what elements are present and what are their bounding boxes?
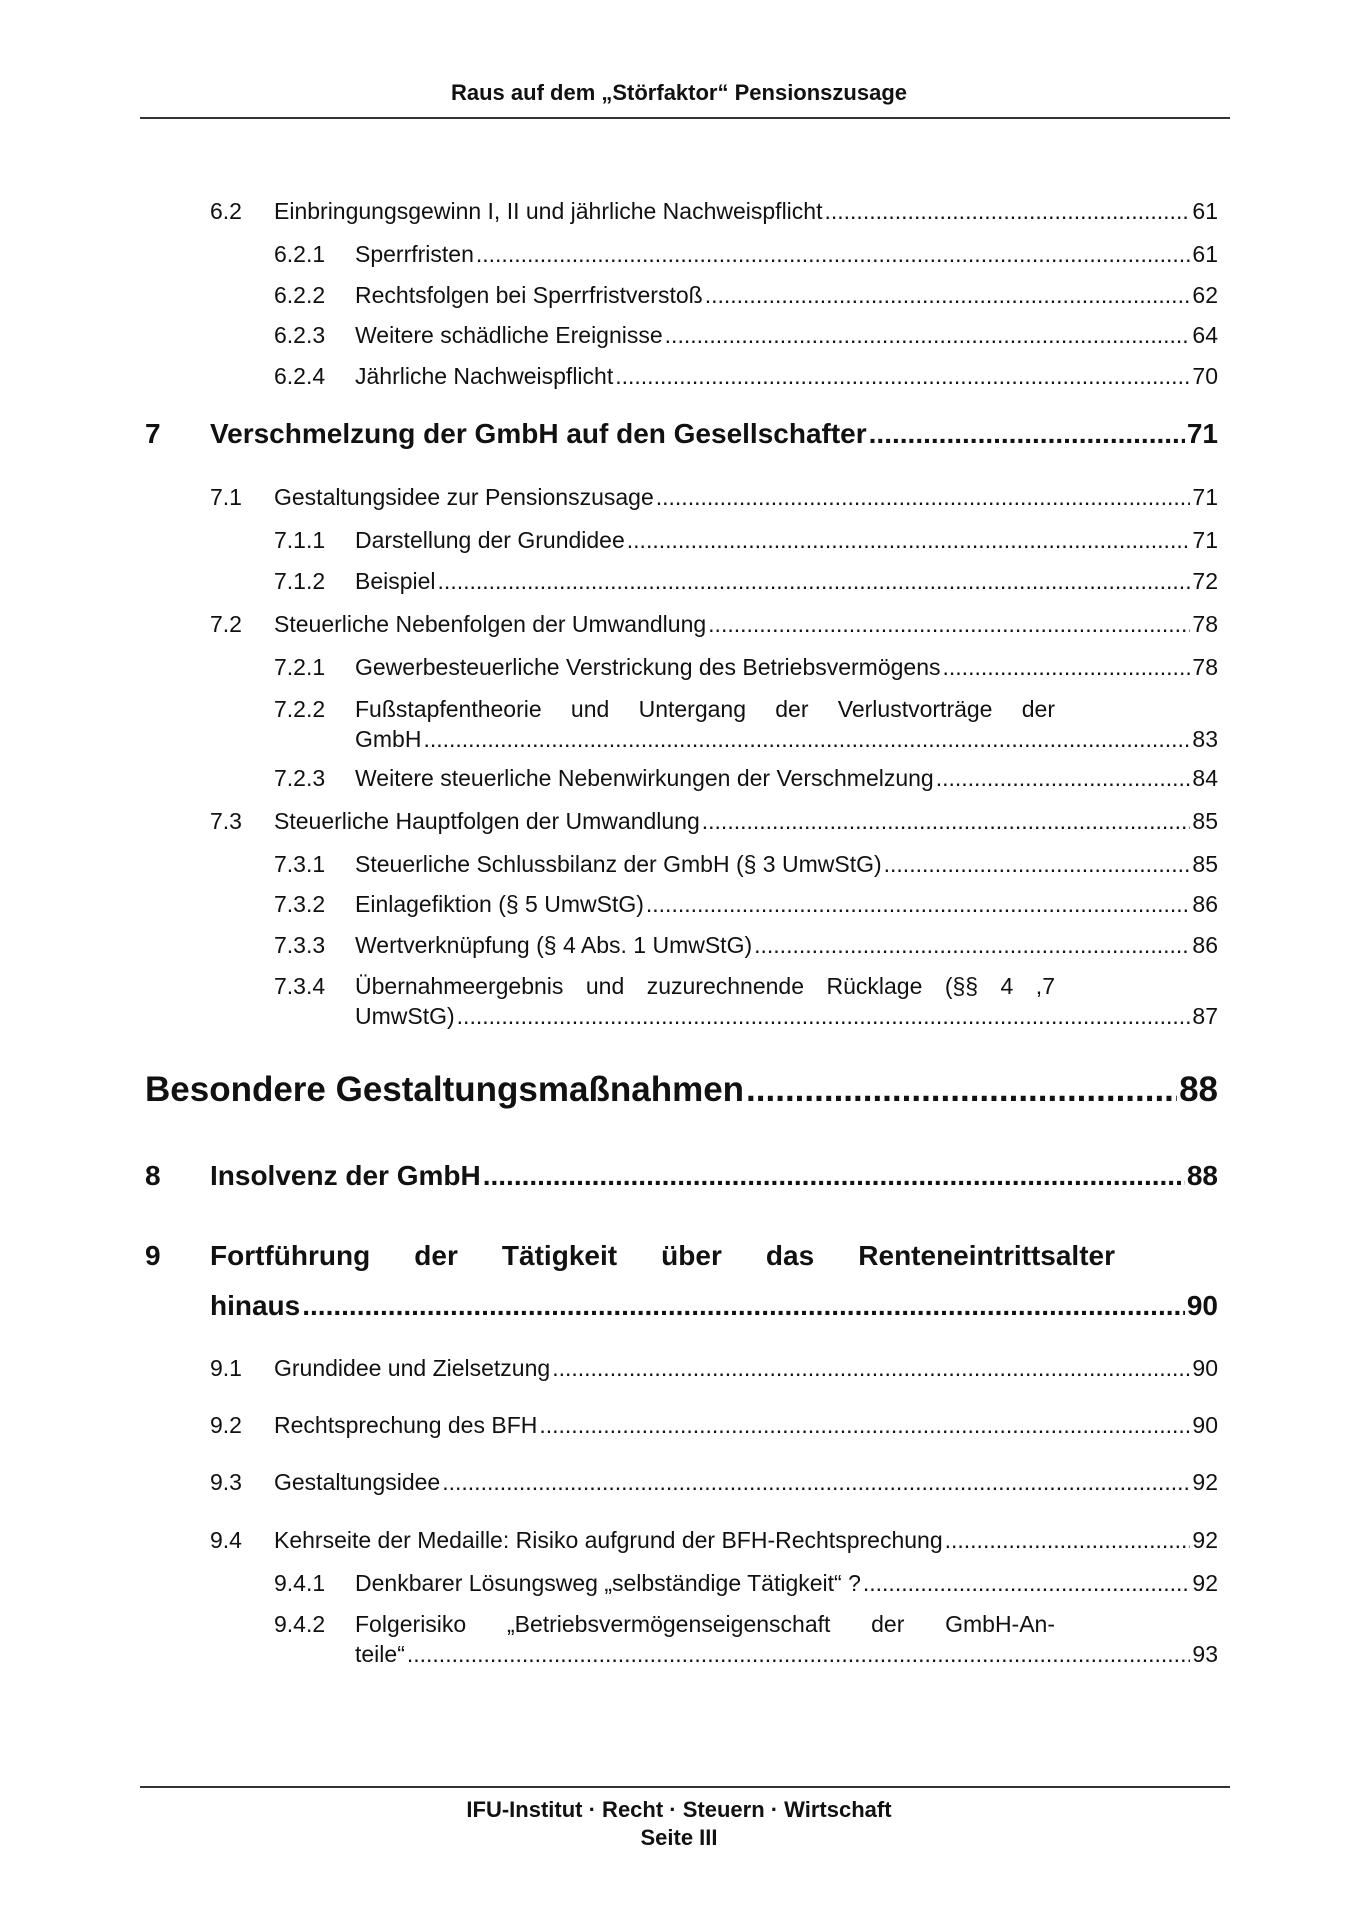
toc-entry-9-4-1	[274, 1570, 1218, 1597]
toc-title: Steuerliche Nebenfolgen der Umwandlung	[274, 611, 707, 637]
toc-title: Kehrseite der Medaille: Risiko aufgrund der BFH-Rechtsprechung	[274, 1527, 943, 1553]
toc-page: 90	[1186, 1290, 1218, 1321]
toc-leader	[869, 418, 1185, 450]
toc-entry-part	[145, 1070, 1218, 1110]
toc-leader	[442, 1469, 1190, 1496]
toc-page: 72	[1192, 568, 1218, 594]
toc-number: 9	[145, 1240, 161, 1271]
toc-entry-6-2-2	[274, 282, 1218, 309]
toc-leader	[539, 1412, 1190, 1439]
toc-number: 9.3	[210, 1469, 242, 1495]
toc-title: Weitere steuerliche Nebenwirkungen der Verschmelzung	[355, 765, 934, 791]
toc-page: 71	[1186, 418, 1218, 449]
toc-page: 85	[1192, 851, 1218, 877]
toc-entry-9-1	[210, 1355, 1218, 1382]
toc-number: 7.3.1	[274, 851, 326, 877]
toc-title-line1: Folgerisiko „Betriebsvermögenseigenschaft der GmbH-An-	[355, 1611, 1055, 1637]
toc-entry-8	[145, 1160, 1218, 1192]
toc-title: Beispiel	[355, 568, 436, 594]
toc-page: 88	[1186, 1160, 1218, 1191]
toc-title-line2: hinaus	[210, 1290, 301, 1321]
toc-page: 92	[1192, 1527, 1218, 1553]
toc-title: Sperrfristen	[355, 241, 474, 267]
footer-page-number: Seite III	[640, 1825, 718, 1850]
toc-leader	[824, 198, 1190, 225]
toc-page: 78	[1192, 654, 1218, 680]
toc-entry-9-4	[210, 1527, 1218, 1554]
toc-page: 85	[1192, 808, 1218, 834]
toc-entry-7-3-2	[274, 891, 1218, 918]
toc-title: Insolvenz der GmbH	[210, 1160, 481, 1191]
toc-page: 90	[1192, 1412, 1218, 1438]
toc-number: 6.2.3	[274, 322, 326, 348]
toc-entry-7-3-1	[274, 851, 1218, 878]
toc-title: Weitere schädliche Ereignisse	[355, 322, 663, 348]
toc-title: Gewerbesteuerliche Verstrickung des Betriebsvermögens	[355, 654, 941, 680]
toc-leader	[407, 1641, 1191, 1668]
toc-page: 90	[1192, 1355, 1218, 1381]
toc-leader	[552, 1355, 1190, 1382]
toc-number: 7.3.2	[274, 891, 326, 917]
toc-page: 64	[1192, 322, 1218, 348]
toc-title: Grundidee und Zielsetzung	[274, 1355, 551, 1381]
toc-entry-9-2	[210, 1412, 1218, 1439]
toc-number: 6.2.1	[274, 241, 326, 267]
toc-entry-7	[145, 418, 1218, 450]
toc-number: 7.2.2	[274, 696, 326, 722]
toc-leader	[423, 726, 1190, 753]
toc-number: 8	[145, 1160, 161, 1191]
toc-entry-7-3-3	[274, 932, 1218, 959]
toc-title: Steuerliche Hauptfolgen der Umwandlung	[274, 808, 700, 834]
toc-leader	[476, 241, 1191, 268]
toc-leader	[615, 363, 1190, 390]
toc-page: 93	[1192, 1641, 1218, 1667]
toc-page: 84	[1192, 765, 1218, 791]
toc-page: 83	[1192, 726, 1218, 752]
toc-leader	[746, 1070, 1177, 1110]
toc-title: Gestaltungsidee zur Pensionszusage	[274, 484, 654, 510]
toc-number: 9.2	[210, 1412, 242, 1438]
toc-leader	[483, 1160, 1185, 1192]
toc-number: 7.3.3	[274, 932, 326, 958]
toc-entry-7-2-1	[274, 654, 1218, 681]
toc-title: Darstellung der Grundidee	[355, 527, 625, 553]
running-header: Raus auf dem „Störfaktor“ Pensionszusage	[451, 80, 907, 105]
toc-entry-6-2-3	[274, 322, 1218, 349]
toc-number: 7.1	[210, 484, 242, 510]
toc-title-line2: UmwStG)	[355, 1003, 455, 1029]
toc-page: 92	[1192, 1570, 1218, 1596]
toc-entry-7-1-1	[274, 527, 1218, 554]
toc-title: Jährliche Nachweispflicht	[355, 363, 614, 389]
toc-number: 6.2.2	[274, 282, 326, 308]
toc-number: 7	[145, 418, 161, 449]
toc-number: 9.4.2	[274, 1611, 326, 1637]
toc-leader	[665, 322, 1191, 349]
toc-page: 86	[1192, 932, 1218, 958]
toc-title: Rechtsprechung des BFH	[274, 1412, 538, 1438]
toc-page: 71	[1192, 484, 1218, 510]
toc-leader	[708, 611, 1190, 638]
toc-number: 7.3.4	[274, 973, 326, 999]
toc-page: 88	[1179, 1070, 1218, 1109]
toc-leader	[863, 1570, 1191, 1597]
toc-entry-6-2	[210, 198, 1218, 225]
toc-title: Wertverknüpfung (§ 4 Abs. 1 UmwStG)	[355, 932, 753, 958]
toc-entry-6-2-1	[274, 241, 1218, 268]
toc-page: 70	[1192, 363, 1218, 389]
toc-page: 92	[1192, 1469, 1218, 1495]
toc-entry-7-2-3	[274, 765, 1218, 792]
toc-entry-7-2	[210, 611, 1218, 638]
toc-leader	[438, 568, 1191, 595]
toc-title-line2: GmbH	[355, 726, 422, 752]
toc-number: 7.3	[210, 808, 242, 834]
toc-title: Einbringungsgewinn I, II und jährliche Nachweispflicht	[274, 198, 823, 224]
toc-leader	[656, 484, 1191, 511]
toc-number: 9.4.1	[274, 1570, 326, 1596]
toc-page: 71	[1192, 527, 1218, 553]
toc-title-line1: Übernahmeergebnis und zuzurechnende Rücklage (§§ 4 ,7	[355, 973, 1055, 999]
toc-leader	[884, 851, 1191, 878]
toc-leader	[627, 527, 1191, 554]
toc-title: Gestaltungsidee	[274, 1469, 441, 1495]
toc-page: 87	[1192, 1003, 1218, 1029]
toc-title: Einlagefiktion (§ 5 UmwStG)	[355, 891, 644, 917]
toc-number: 7.2	[210, 611, 242, 637]
toc-title: Verschmelzung der GmbH auf den Gesellschafter	[210, 418, 867, 449]
toc-leader	[945, 1527, 1191, 1554]
toc-leader	[702, 808, 1191, 835]
toc-number: 7.1.1	[274, 527, 326, 553]
toc-title-line1: Fußstapfentheorie und Untergang der Verlustvorträge der	[355, 696, 1055, 722]
toc-entry-7-3	[210, 808, 1218, 835]
toc-title: Besondere Gestaltungsmaßnahmen	[145, 1070, 745, 1109]
toc-leader	[646, 891, 1191, 918]
toc-number: 9.1	[210, 1355, 242, 1381]
toc-number: 9.4	[210, 1527, 242, 1553]
toc-leader	[936, 765, 1191, 792]
toc-number: 6.2	[210, 198, 242, 224]
toc-page: 61	[1192, 198, 1218, 224]
toc-entry-6-2-4	[274, 363, 1218, 390]
toc-title: Rechtsfolgen bei Sperrfristverstoß	[355, 282, 703, 308]
toc-leader	[705, 282, 1191, 309]
toc-number: 7.2.1	[274, 654, 326, 680]
toc-title: Steuerliche Schlussbilanz der GmbH (§ 3 UmwStG)	[355, 851, 882, 877]
toc-title-line2: teile“	[355, 1641, 405, 1667]
toc-number: 6.2.4	[274, 363, 326, 389]
toc-page: 78	[1192, 611, 1218, 637]
toc-title: Denkbarer Lösungsweg „selbständige Tätigkeit“ ?	[355, 1570, 861, 1596]
toc-leader	[754, 932, 1190, 959]
toc-number: 7.2.3	[274, 765, 326, 791]
toc-leader	[457, 1003, 1191, 1030]
toc-leader	[943, 654, 1191, 681]
toc-number: 7.1.2	[274, 568, 326, 594]
toc-entry-7-1	[210, 484, 1218, 511]
footer-publisher: IFU-Institut · Recht · Steuern · Wirtschaft	[466, 1797, 892, 1822]
toc-page: 62	[1192, 282, 1218, 308]
toc-leader	[302, 1290, 1185, 1322]
footer-rule	[140, 1786, 1230, 1788]
toc-entry-9-3	[210, 1469, 1218, 1496]
toc-page: 86	[1192, 891, 1218, 917]
toc-page: 61	[1192, 241, 1218, 267]
toc-entry-7-1-2	[274, 568, 1218, 595]
toc-title-line1: Fortführung der Tätigkeit über das Renteneintrittsalter	[210, 1240, 1115, 1271]
